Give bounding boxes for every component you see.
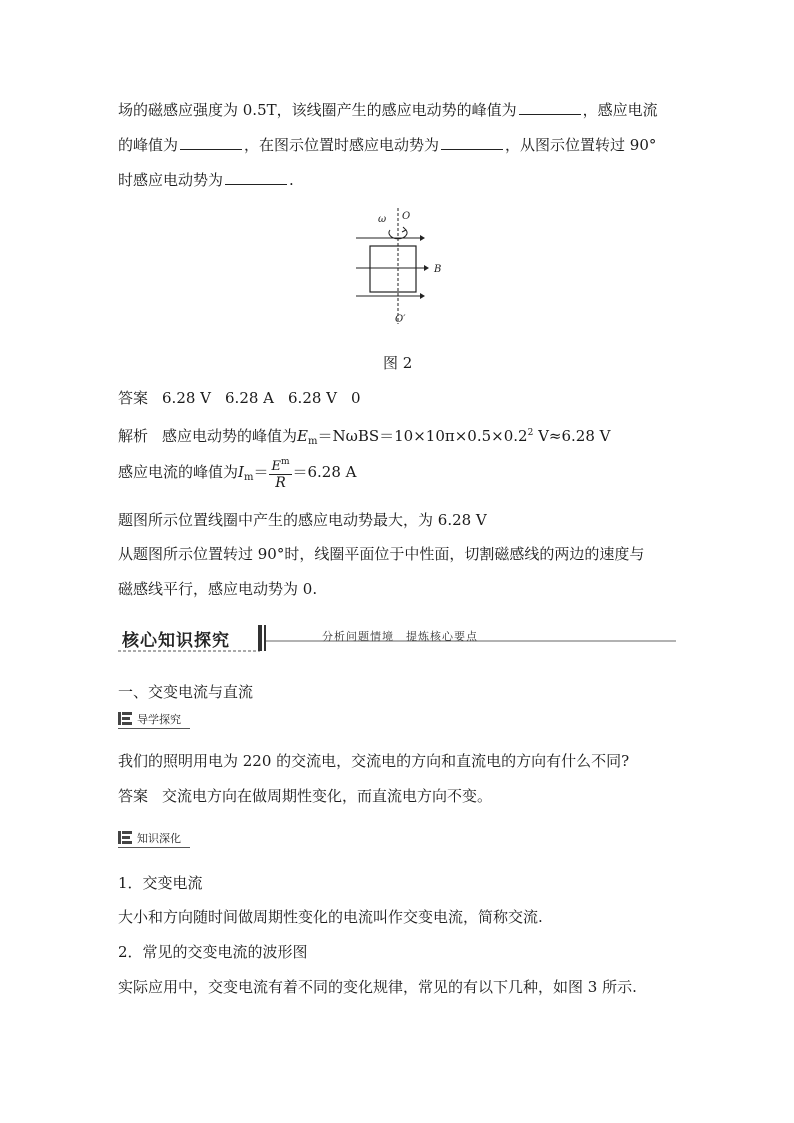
topic-heading: 一、交变电流与直流 — [118, 683, 254, 701]
point-2-title: 2．常见的交变电流的波形图 — [118, 943, 308, 961]
answer-label: 答案 — [118, 389, 149, 407]
answer-blank — [519, 100, 581, 115]
axis-top-label: O — [402, 211, 411, 222]
answer-label: 答案 — [118, 787, 149, 805]
section-subtitle: 分析问题情境 提炼核心要点 — [322, 630, 478, 643]
fraction: $\frac{E^m}{R}$ — [271, 457, 290, 491]
arrow-right-icon — [420, 235, 425, 241]
arrow-right-icon — [420, 293, 425, 299]
question-line-3: 时感应电动势为 . — [118, 171, 294, 189]
answer-blank — [180, 135, 242, 150]
question-answer: 答案 交流电方向在做周期性变化，而直流电方向不变。 — [118, 787, 493, 805]
analysis-line-2: 感应电流的峰值为$I_m=$ $\frac{E^m}{R}$ ＝6.28 A — [118, 457, 357, 491]
arrow-right-icon — [424, 265, 429, 271]
coil-figure — [348, 208, 458, 328]
analysis-line-5: 磁感线平行，感应电动势为 0. — [118, 580, 318, 598]
answer-blank — [225, 170, 287, 185]
analysis-label: 解析 — [118, 427, 149, 445]
section-title: 核心知识探究 — [122, 631, 230, 651]
answer-value: 6.28 V — [288, 389, 338, 407]
question-line-2: 的峰值为 ，在图示位置时感应电动势为 ，从图示位置转过 90° — [118, 136, 657, 154]
analysis-line-4: 从题图所示位置转过 90°时，线圈平面位于中性面，切割磁感线的两边的速度与 — [118, 545, 645, 563]
answer-value: 0 — [351, 389, 361, 407]
answer-value: 6.28 A — [225, 389, 275, 407]
omega-label: ω — [378, 214, 387, 225]
section-banner — [118, 621, 676, 655]
axis-bottom-label: O′ — [395, 314, 406, 325]
point-1-title: 1．交变电流 — [118, 874, 203, 892]
answer-value: 6.28 V — [162, 389, 212, 407]
field-label: B — [434, 264, 442, 275]
question-text: 我们的照明用电为 220 的交流电，交流电的方向和直流电的方向有什么不同? — [118, 752, 630, 770]
figure-caption: 图 2 — [383, 354, 413, 372]
bars-icon — [118, 712, 132, 725]
analysis-line-3: 题图所示位置线圈中产生的感应电动势最大，为 6.28 V — [118, 511, 487, 529]
bars-icon — [118, 831, 132, 844]
question-line-1: 场的磁感应强度为 0.5T，该线圈产生的感应电动势的峰值为 ，感应电流 — [118, 101, 658, 119]
answer-blank — [441, 135, 503, 150]
analysis-line-1: 解析 感应电动势的峰值为$E_m=N\omega BS=10\times 10\pi\times 0.5\times 0.2^2$ V≈6.28 V — [118, 427, 611, 447]
point-1-body: 大小和方向随时间做周期性变化的电流叫作交变电流，简称交流. — [118, 908, 543, 926]
coil-square — [370, 246, 416, 292]
point-2-body: 实际应用中，交变电流有着不同的变化规律，常见的有以下几种，如图 3 所示. — [118, 978, 637, 996]
answer-line — [118, 388, 361, 408]
